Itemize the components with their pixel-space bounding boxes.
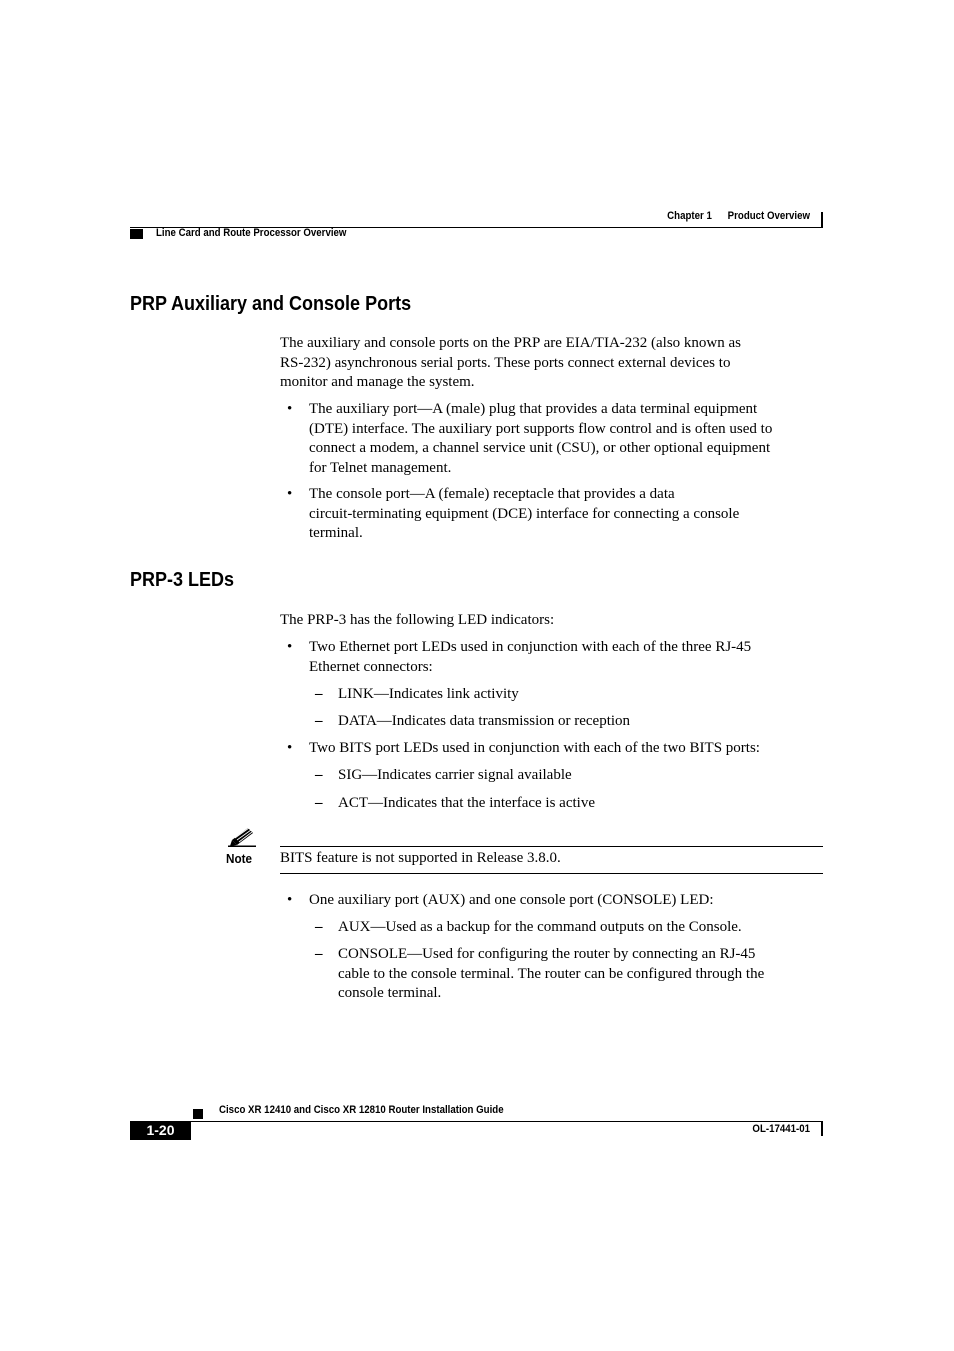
sub-item-sig [309,766,825,786]
sub-item-console [309,945,825,1004]
item-line: Two Ethernet port LEDs used in conjunction with each of the three RJ-45 [309,639,752,655]
dash-icon: – [315,767,323,783]
sub-item-aux [309,918,825,938]
item-line: circuit-terminating equipment (DCE) interface for connecting a console [309,505,740,522]
bullet-icon: • [287,892,293,908]
footer-rule [190,1121,823,1122]
section-heading-aux-console: PRP Auxiliary and Console Ports [130,293,412,315]
list-item-aux-console-leds [280,891,825,911]
list-item-bits-leds [280,739,825,759]
note-bottom-rule [280,873,823,874]
section-intro-paragraph: The PRP-3 has the following LED indicators: [280,612,555,628]
section-heading-prp3-leds: PRP-3 LEDs [130,569,235,591]
note-label: Note [226,851,253,866]
sub-item-line: console terminal. [338,985,442,1002]
item-line: The auxiliary port—A (male) plug that provides a data terminal equipment [309,401,758,417]
dash-icon: – [315,713,323,729]
dash-icon: – [315,919,323,935]
sub-item-text: SIG—Indicates carrier signal available [338,767,572,783]
list-item-ethernet-leds [280,638,825,677]
header-right-bar [821,212,823,228]
chapter-number: Chapter 1 [667,210,712,222]
sub-item-text: DATA—Indicates data transmission or reception [338,713,631,729]
document-number: OL-17441-01 [752,1123,810,1135]
sub-item-link [309,685,825,705]
section-intro-paragraph [280,334,825,393]
sub-item-text: LINK—Indicates link activity [338,686,519,702]
intro-line: The auxiliary and console ports on the PRP are EIA/TIA-232 (also known as [280,335,742,351]
item-line: Ethernet connectors: [309,658,433,675]
bullet-icon: • [287,740,293,756]
bullet-icon: • [287,486,293,502]
bullet-icon: • [287,401,293,417]
item-line: (DTE) interface. The auxiliary port supports flow control and is often used to [309,420,773,437]
sub-item-data [309,712,825,732]
dash-icon: – [315,686,323,702]
footer-marker-square [193,1109,203,1119]
footer-right-bar [821,1122,823,1136]
item-line: Two BITS port LEDs used in conjunction with each of the two BITS ports: [309,740,760,756]
item-line: terminal. [309,525,363,542]
list-item-console-port [280,485,825,544]
intro-line: RS-232) asynchronous serial ports. These ports connect external devices to [280,354,731,371]
note-top-rule [280,846,823,847]
list-item-auxiliary-port [280,400,825,478]
pencil-note-icon [228,825,256,847]
bullet-icon: • [287,639,293,655]
sub-item-act [309,794,825,814]
dash-icon: – [315,795,323,811]
sub-item-line: cable to the console terminal. The router can be configured through the [338,965,765,982]
item-line: The console port—A (female) receptacle that provides a data [309,486,675,502]
page-number: 1-20 [130,1121,191,1140]
note-text: BITS feature is not supported in Release 3.8.0. [280,850,561,866]
item-line: for Telnet management. [309,459,452,476]
running-header-chapter [590,210,810,222]
sub-item-text: AUX—Used as a backup for the command outputs on the Console. [338,919,742,935]
chapter-title: Product Overview [727,210,810,222]
dash-icon: – [315,946,323,962]
intro-line: monitor and manage the system. [280,374,475,391]
sub-item-text: ACT—Indicates that the interface is active [338,795,595,811]
sub-item-line: CONSOLE—Used for configuring the router by connecting an RJ-45 [338,946,756,962]
item-line: One auxiliary port (AUX) and one console port (CONSOLE) LED: [309,892,714,908]
running-header-section: Line Card and Route Processor Overview [156,227,347,239]
item-line: connect a modem, a channel service unit (CSU), or other optional equipment [309,440,771,457]
footer-guide-title: Cisco XR 12410 and Cisco XR 12810 Router Installation Guide [219,1104,504,1116]
header-marker-square [130,229,143,239]
